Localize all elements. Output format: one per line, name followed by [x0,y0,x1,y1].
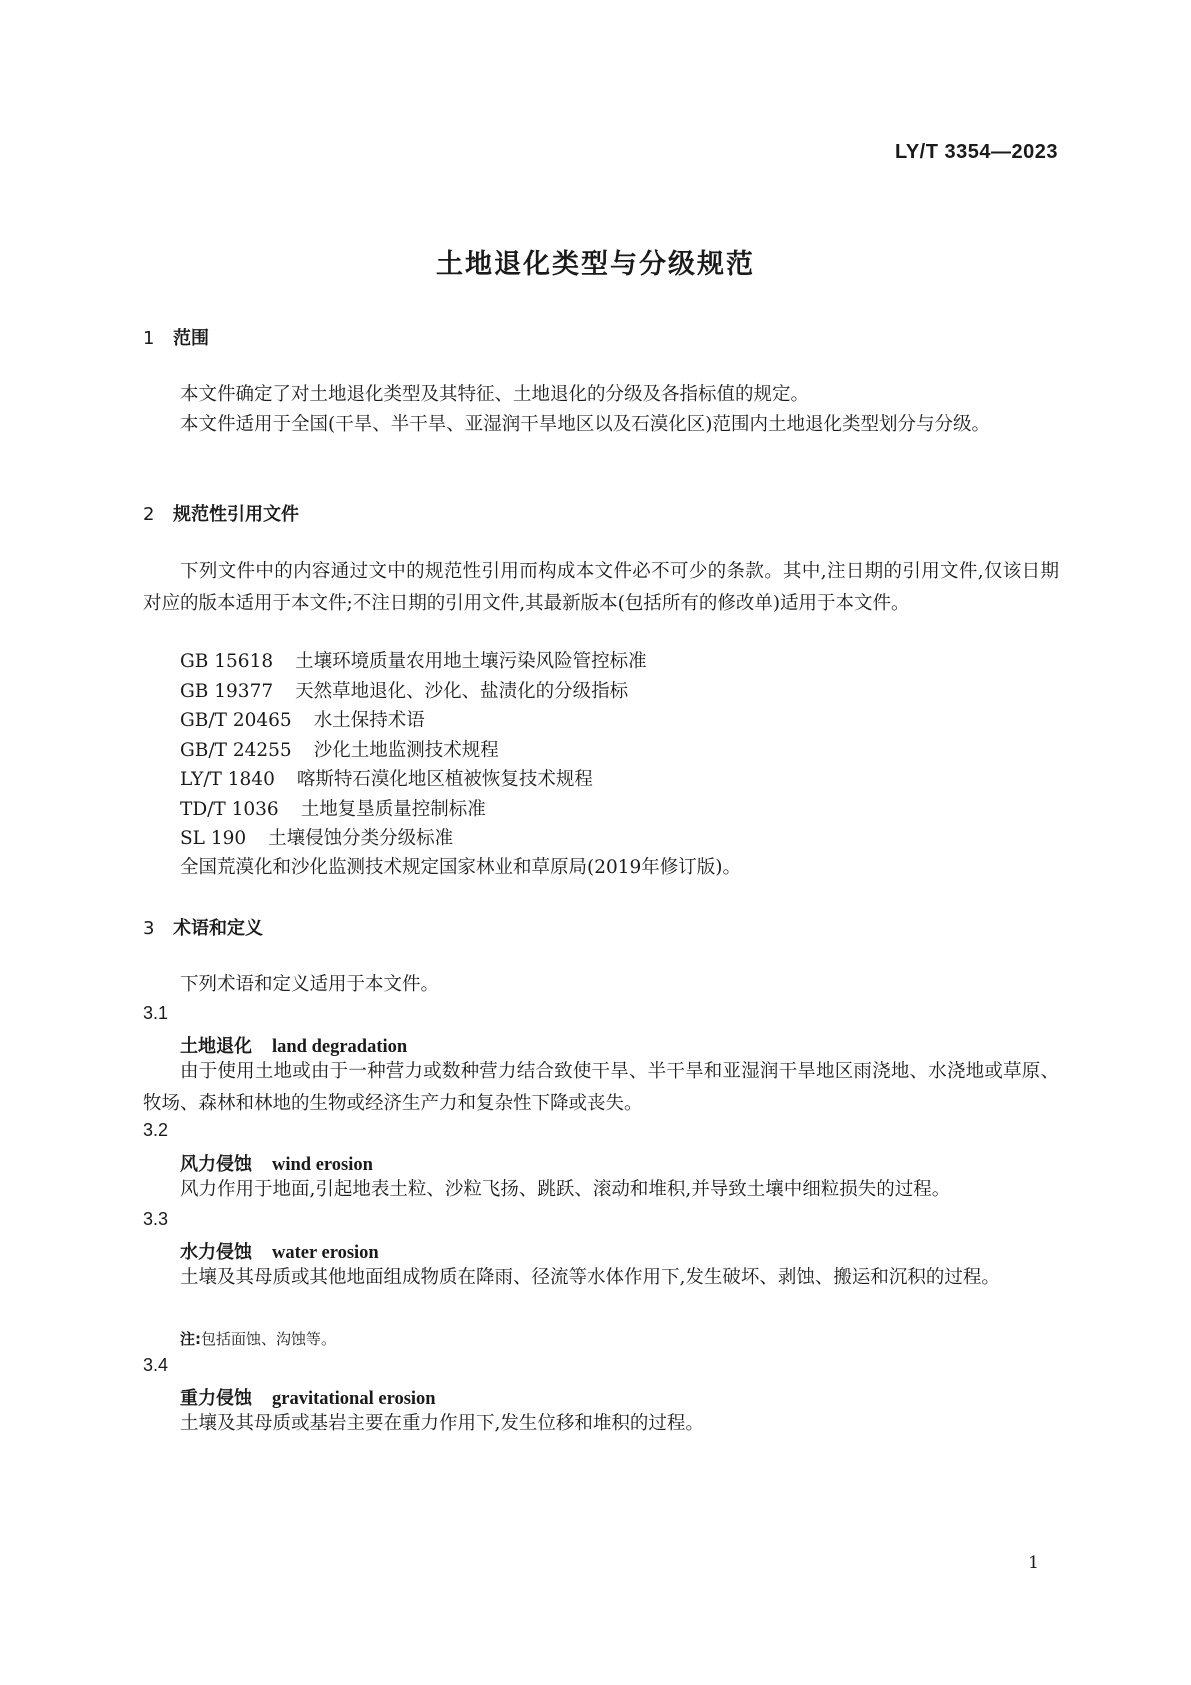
term-note [180,1328,336,1349]
ref-item [180,677,628,703]
ref-item [180,736,499,762]
ref-title: 水土保持术语 [313,710,425,731]
term-zh: 风力侵蚀 [180,1154,252,1175]
term-en: wind erosion [272,1155,373,1175]
ref-title: 土壤环境质量农用地土壤污染风险管控标准 [295,651,647,672]
ref-title: 喀斯特石漠化地区植被恢复技术规程 [296,769,593,790]
ref-code: GB/T 20465 [180,710,292,731]
standard-code: LY/T 3354—2023 [894,141,1058,163]
term-entry [180,1384,436,1410]
refs-intro: 下列文件中的内容通过文中的规范性引用而构成本文件必不可少的条款。其中,注日期的引用文件,仅该日期对应的版本适用于本文件;不注日期的引用文件,其最新版本(包括所有的修改单)适用于本文件。 [143,561,1059,614]
section-title: 术语和定义 [173,918,263,939]
term-zh: 水力侵蚀 [180,1242,252,1263]
clause-number: 3.4 [143,1355,169,1375]
ref-extra: 全国荒漠化和沙化监测技术规定国家林业和草原局(2019年修订版)。 [180,857,742,878]
term-definition: 由于使用土地或由于一种营力或数种营力结合致使干旱、半干旱和亚湿润干旱地区雨浇地、水浇地或草原、牧场、森林和林地的生物或经济生产力和复杂性下降或丧失。 [143,1061,1059,1114]
term-definition: 风力作用于地面,引起地表土粒、沙粒飞扬、跳跃、滚动和堆积,并导致土壤中细粒损失的过程。 [180,1179,951,1200]
ref-title: 土地复垦质量控制标准 [300,799,486,820]
section-number: 3 [143,918,155,939]
section-heading-refs [143,500,299,526]
term-definition: 土壤及其母质或基岩主要在重力作用下,发生位移和堆积的过程。 [180,1413,704,1434]
ref-code: TD/T 1036 [180,799,279,820]
section-number: 1 [143,328,155,349]
clause-number: 3.2 [143,1120,169,1140]
scope-paragraph-1: 本文件确定了对土地退化类型及其特征、土地退化的分级及各指标值的规定。 [180,384,810,405]
term-zh: 重力侵蚀 [180,1388,252,1409]
ref-title: 土壤侵蚀分类分级标准 [268,828,454,849]
ref-code: GB 19377 [180,681,274,702]
ref-item [180,824,453,850]
section-heading-terms [143,914,263,940]
note-label: 注: [180,1330,201,1348]
ref-item [180,706,425,732]
ref-item [180,765,593,791]
section-title: 规范性引用文件 [173,504,299,525]
term-en: water erosion [272,1243,379,1263]
section-heading-scope [143,324,209,350]
clause-number: 3.1 [143,1003,169,1023]
ref-item [180,647,647,673]
term-entry [180,1150,373,1176]
term-zh: 土地退化 [180,1036,252,1057]
clause-number: 3.3 [143,1209,169,1229]
terms-intro: 下列术语和定义适用于本文件。 [180,974,440,995]
term-entry [180,1238,379,1264]
ref-code: GB/T 24255 [180,740,292,761]
section-title: 范围 [173,328,209,349]
term-definition: 土壤及其母质或其他地面组成物质在降雨、径流等水体作用下,发生破坏、剥蚀、搬运和沉积的过程。 [180,1267,1000,1288]
ref-title: 沙化土地监测技术规程 [313,740,499,761]
term-en: land degradation [272,1037,408,1057]
ref-title: 天然草地退化、沙化、盐渍化的分级指标 [295,681,629,702]
term-entry [180,1032,407,1058]
term-en: gravitational erosion [272,1389,436,1409]
ref-code: GB 15618 [180,651,274,672]
scope-paragraph-2: 本文件适用于全国(干旱、半干旱、亚湿润干旱地区以及石漠化区)范围内土地退化类型划分与分级。 [180,414,990,435]
document-title: 土地退化类型与分级规范 [436,249,755,280]
section-number: 2 [143,504,155,525]
ref-code: SL 190 [180,828,247,849]
page-number: 1 [1028,1553,1039,1573]
ref-item [180,795,486,821]
ref-code: LY/T 1840 [180,769,275,790]
note-text: 包括面蚀、沟蚀等。 [201,1330,337,1348]
